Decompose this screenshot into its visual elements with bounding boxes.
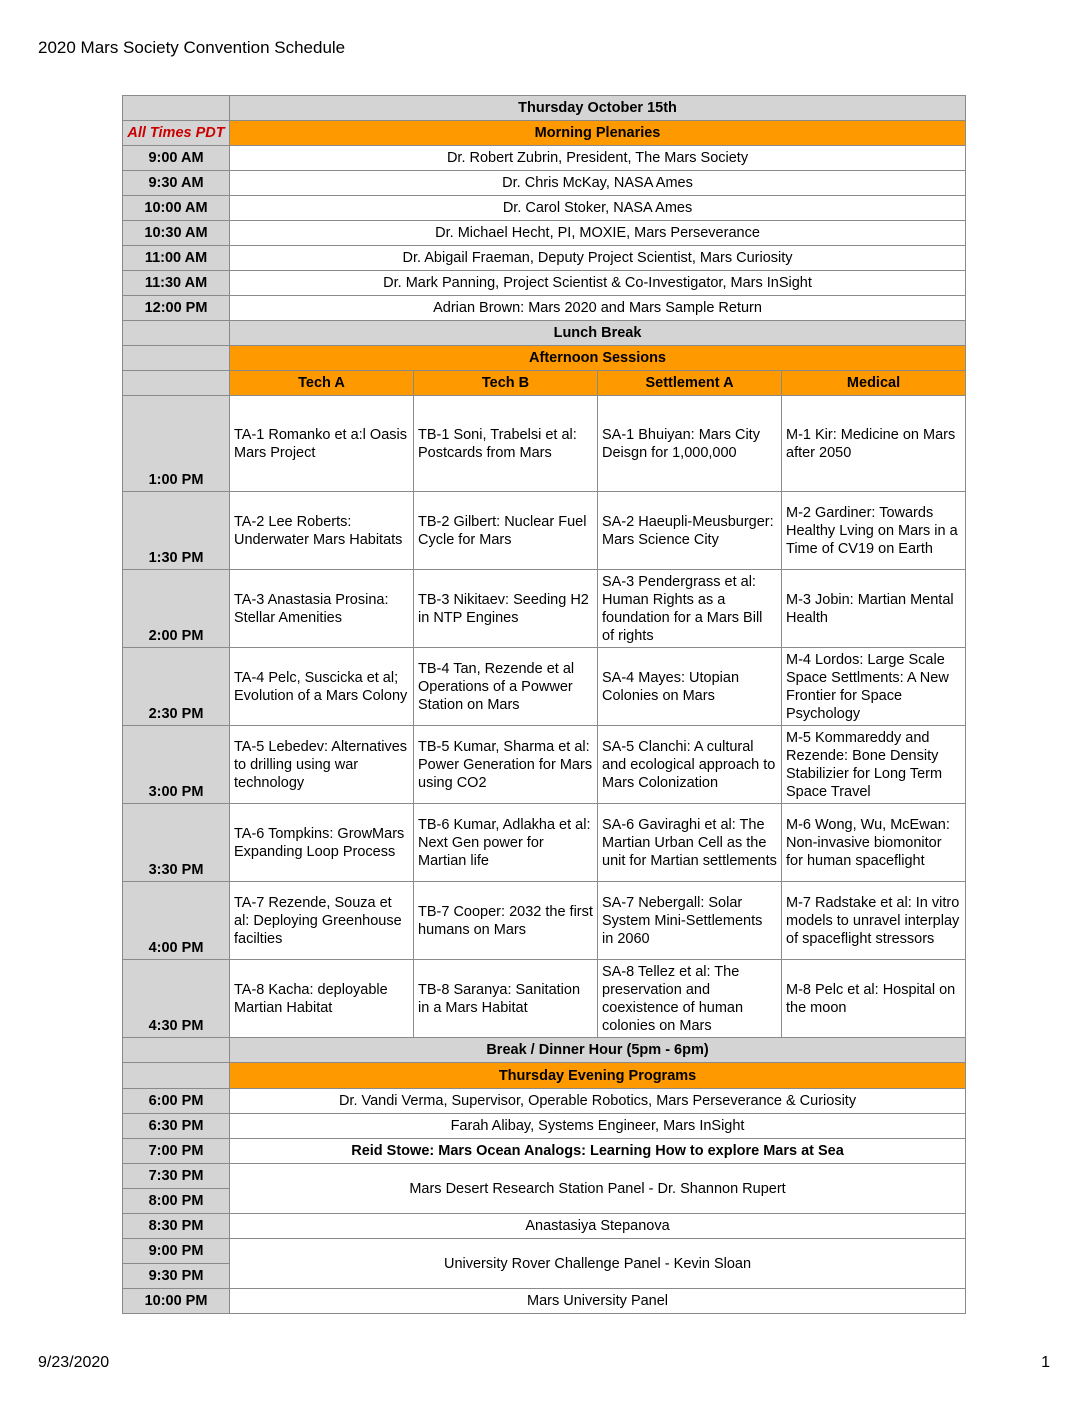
schedule-table [122, 95, 966, 1314]
evening-row [123, 1139, 966, 1164]
plenary-talk: Dr. Mark Panning, Project Scientist & Co-Investigator, Mars InSight [230, 271, 966, 296]
time-slot: 3:30 PM [123, 804, 230, 882]
afternoon-header: Afternoon Sessions [230, 346, 966, 371]
time-slot: 7:00 PM [123, 1139, 230, 1164]
track-header: Tech A [230, 371, 414, 396]
morning-row [123, 196, 966, 221]
morning-header: Morning Plenaries [230, 121, 966, 146]
evening-row [123, 1164, 966, 1189]
track-header: Medical [782, 371, 966, 396]
evening-row [123, 1214, 966, 1239]
session-tech-b: TB-3 Nikitaev: Seeding H2 in NTP Engines [414, 570, 598, 648]
plenary-talk: Dr. Michael Hecht, PI, MOXIE, Mars Perseverance [230, 221, 966, 246]
session-tech-a: TA-6 Tompkins: GrowMars Expanding Loop Process [230, 804, 414, 882]
day-header-row [123, 96, 966, 121]
time-slot: 9:30 PM [123, 1264, 230, 1289]
time-slot: 4:00 PM [123, 882, 230, 960]
afternoon-row [123, 648, 966, 726]
session-tech-b: TB-8 Saranya: Sanitation in a Mars Habitat [414, 960, 598, 1038]
session-tech-b: TB-5 Kumar, Sharma et al: Power Generation for Mars using CO2 [414, 726, 598, 804]
morning-row [123, 296, 966, 321]
morning-row [123, 221, 966, 246]
evening-program: Anastasiya Stepanova [230, 1214, 966, 1239]
evening-program: Dr. Vandi Verma, Supervisor, Operable Robotics, Mars Perseverance & Curiosity [230, 1089, 966, 1114]
session-medical: M-8 Pelc et al: Hospital on the moon [782, 960, 966, 1038]
morning-row [123, 271, 966, 296]
session-settlement-a: SA-5 Clanchi: A cultural and ecological approach to Mars Colonization [598, 726, 782, 804]
session-tech-b: TB-4 Tan, Rezende et al Operations of a Powwer Station on Mars [414, 648, 598, 726]
afternoon-row [123, 396, 966, 492]
plenary-talk: Adrian Brown: Mars 2020 and Mars Sample Return [230, 296, 966, 321]
lunch-break: Lunch Break [230, 321, 966, 346]
morning-row [123, 171, 966, 196]
evening-row [123, 1239, 966, 1264]
time-slot: 2:00 PM [123, 570, 230, 648]
dinner-break: Break / Dinner Hour (5pm - 6pm) [230, 1038, 966, 1063]
session-settlement-a: SA-8 Tellez et al: The preservation and coexistence of human colonies on Mars [598, 960, 782, 1038]
time-slot: 6:00 PM [123, 1089, 230, 1114]
session-tech-a: TA-7 Rezende, Souza et al: Deploying Greenhouse facilties [230, 882, 414, 960]
session-tech-b: TB-1 Soni, Trabelsi et al: Postcards from Mars [414, 396, 598, 492]
plenary-talk: Dr. Robert Zubrin, President, The Mars Society [230, 146, 966, 171]
evening-row [123, 1089, 966, 1114]
session-settlement-a: SA-3 Pendergrass et al: Human Rights as a foundation for a Mars Bill of rights [598, 570, 782, 648]
session-medical: M-7 Radstake et al: In vitro models to unravel interplay of spaceflight stressors [782, 882, 966, 960]
evening-program: Mars University Panel [230, 1289, 966, 1314]
lunch-row [123, 321, 966, 346]
plenary-talk: Dr. Carol Stoker, NASA Ames [230, 196, 966, 221]
session-tech-b: TB-2 Gilbert: Nuclear Fuel Cycle for Mars [414, 492, 598, 570]
time-slot: 7:30 PM [123, 1164, 230, 1189]
evening-row [123, 1289, 966, 1314]
track-header-row [123, 371, 966, 396]
session-medical: M-4 Lordos: Large Scale Space Settlments: A New Frontier for Space Psychology [782, 648, 966, 726]
session-settlement-a: SA-2 Haeupli-Meusburger: Mars Science City [598, 492, 782, 570]
session-medical: M-5 Kommareddy and Rezende: Bone Density Stabilizier for Long Term Space Travel [782, 726, 966, 804]
time-slot: 1:00 PM [123, 396, 230, 492]
evening-program: Mars Desert Research Station Panel - Dr. Shannon Rupert [230, 1164, 966, 1214]
session-tech-a: TA-2 Lee Roberts: Underwater Mars Habitats [230, 492, 414, 570]
session-tech-b: TB-6 Kumar, Adlakha et al: Next Gen power for Martian life [414, 804, 598, 882]
session-medical: M-6 Wong, Wu, McEwan: Non-invasive biomonitor for human spaceflight [782, 804, 966, 882]
afternoon-header-row [123, 346, 966, 371]
morning-row [123, 246, 966, 271]
evening-row [123, 1114, 966, 1139]
session-settlement-a: SA-6 Gaviraghi et al: The Martian Urban Cell as the unit for Martian settlements [598, 804, 782, 882]
session-tech-b: TB-7 Cooper: 2032 the first humans on Mars [414, 882, 598, 960]
time-slot: 2:30 PM [123, 648, 230, 726]
session-tech-a: TA-5 Lebedev: Alternatives to drilling using war technology [230, 726, 414, 804]
time-slot: 9:00 AM [123, 146, 230, 171]
session-medical: M-2 Gardiner: Towards Healthy Lving on Mars in a Time of CV19 on Earth [782, 492, 966, 570]
morning-row [123, 146, 966, 171]
afternoon-row [123, 726, 966, 804]
day-header: Thursday October 15th [230, 96, 966, 121]
time-slot: 12:00 PM [123, 296, 230, 321]
page-number: 1 [1041, 1354, 1050, 1371]
time-slot: 10:00 AM [123, 196, 230, 221]
session-tech-a: TA-3 Anastasia Prosina: Stellar Amenities [230, 570, 414, 648]
morning-header-row [123, 121, 966, 146]
time-slot: 6:30 PM [123, 1114, 230, 1139]
afternoon-row [123, 804, 966, 882]
session-settlement-a: SA-7 Nebergall: Solar System Mini-Settlements in 2060 [598, 882, 782, 960]
time-slot: 8:30 PM [123, 1214, 230, 1239]
evening-program: Farah Alibay, Systems Engineer, Mars InSight [230, 1114, 966, 1139]
afternoon-row [123, 492, 966, 570]
plenary-talk: Dr. Abigail Fraeman, Deputy Project Scientist, Mars Curiosity [230, 246, 966, 271]
time-slot: 3:00 PM [123, 726, 230, 804]
session-settlement-a: SA-1 Bhuiyan: Mars City Deisgn for 1,000,000 [598, 396, 782, 492]
afternoon-row [123, 882, 966, 960]
time-slot: 10:00 PM [123, 1289, 230, 1314]
time-slot: 10:30 AM [123, 221, 230, 246]
session-tech-a: TA-4 Pelc, Suscicka et al; Evolution of a Mars Colony [230, 648, 414, 726]
time-slot: 11:00 AM [123, 246, 230, 271]
evening-program: University Rover Challenge Panel - Kevin Sloan [230, 1239, 966, 1289]
session-tech-a: TA-8 Kacha: deployable Martian Habitat [230, 960, 414, 1038]
time-slot: 9:00 PM [123, 1239, 230, 1264]
plenary-talk: Dr. Chris McKay, NASA Ames [230, 171, 966, 196]
afternoon-row [123, 960, 966, 1038]
timezone-label: All Times PDT [123, 121, 230, 146]
session-medical: M-1 Kir: Medicine on Mars after 2050 [782, 396, 966, 492]
track-header: Settlement A [598, 371, 782, 396]
document-title: 2020 Mars Society Convention Schedule [38, 38, 346, 57]
afternoon-row [123, 570, 966, 648]
dinner-row [123, 1038, 966, 1063]
footer-date: 9/23/2020 [38, 1354, 110, 1371]
time-slot: 11:30 AM [123, 271, 230, 296]
track-header: Tech B [414, 371, 598, 396]
evening-header: Thursday Evening Programs [230, 1063, 966, 1089]
session-medical: M-3 Jobin: Martian Mental Health [782, 570, 966, 648]
time-slot: 4:30 PM [123, 960, 230, 1038]
session-tech-a: TA-1 Romanko et a:l Oasis Mars Project [230, 396, 414, 492]
time-slot: 9:30 AM [123, 171, 230, 196]
time-slot: 8:00 PM [123, 1189, 230, 1214]
evening-header-row [123, 1063, 966, 1089]
evening-program: Reid Stowe: Mars Ocean Analogs: Learning How to explore Mars at Sea [230, 1139, 966, 1164]
time-slot: 1:30 PM [123, 492, 230, 570]
session-settlement-a: SA-4 Mayes: Utopian Colonies on Mars [598, 648, 782, 726]
